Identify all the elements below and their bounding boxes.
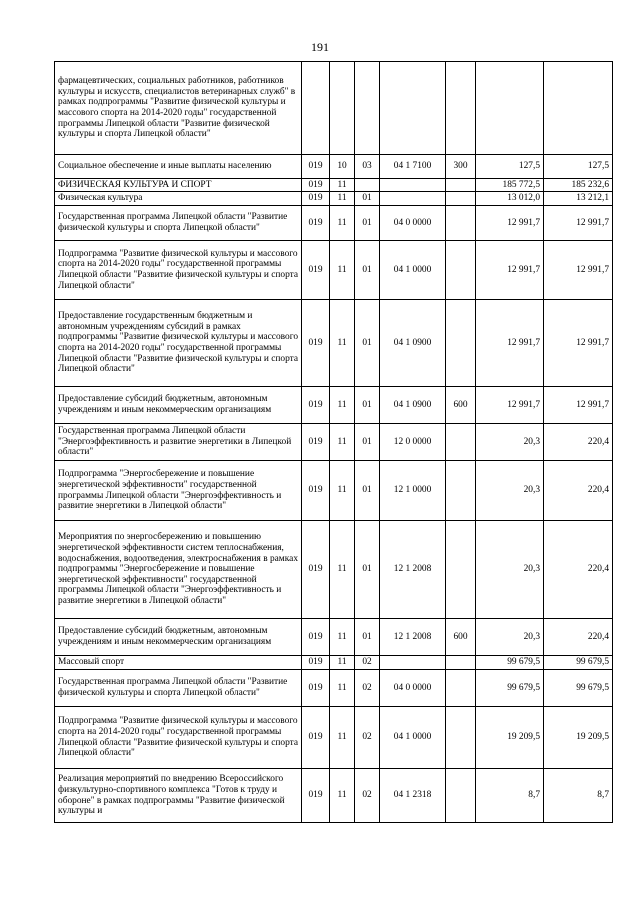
row-target	[380, 62, 446, 155]
row-target: 04 1 7100	[380, 155, 446, 179]
row-section: 11	[330, 656, 355, 670]
row-amount-2: 8,7	[544, 769, 613, 823]
row-name: Социальное обеспечение и иные выплаты населению	[55, 155, 302, 179]
row-target: 12 1 2008	[380, 521, 446, 619]
row-name: фармацевтических, социальных работников, работников культуры и искусств, специалистов ветеринарных служб" в рамках подпрограммы "Развитие физической культуры и массового спорта на 2014-2020 годы" государственной программы Липецкой области "Развитие физической культуры и спорта Липецкой области"	[55, 62, 302, 155]
row-section: 11	[330, 707, 355, 769]
row-section: 11	[330, 179, 355, 192]
table-row	[55, 424, 613, 461]
row-section: 11	[330, 670, 355, 707]
row-expense	[446, 62, 476, 155]
row-amount-2: 99 679,5	[544, 656, 613, 670]
row-name: Государственная программа Липецкой области "Энергоэффективность и развитие энергетики в Липецкой области"	[55, 424, 302, 461]
row-name: Реализация мероприятий по внедрению Всероссийского физкультурно-спортивного комплекса "Готов к труду и обороне" в рамках подпрограммы "Развитие физической культуры и	[55, 769, 302, 823]
row-subsection: 03	[355, 155, 380, 179]
row-section: 11	[330, 769, 355, 823]
table-row	[55, 179, 613, 192]
row-amount-1: 127,5	[476, 155, 544, 179]
row-subsection: 01	[355, 424, 380, 461]
row-expense	[446, 461, 476, 521]
row-name: Государственная программа Липецкой области "Развитие физической культуры и спорта Липецкой области"	[55, 670, 302, 707]
row-target: 04 1 0900	[380, 300, 446, 387]
row-expense	[446, 192, 476, 206]
row-amount-2: 13 212,1	[544, 192, 613, 206]
row-name: Предоставление субсидий бюджетным, автономным учреждениям и иным некоммерческим организациям	[55, 619, 302, 656]
row-ministry: 019	[302, 300, 330, 387]
row-section: 11	[330, 619, 355, 656]
row-subsection: 01	[355, 206, 380, 241]
row-target: 04 1 0000	[380, 241, 446, 300]
row-amount-2: 12 991,7	[544, 387, 613, 424]
table-row	[55, 206, 613, 241]
row-amount-2	[544, 62, 613, 155]
table-row	[55, 300, 613, 387]
row-target	[380, 179, 446, 192]
row-amount-2: 127,5	[544, 155, 613, 179]
row-ministry: 019	[302, 670, 330, 707]
table-row	[55, 241, 613, 300]
row-ministry: 019	[302, 241, 330, 300]
row-amount-2: 220,4	[544, 424, 613, 461]
row-ministry: 019	[302, 769, 330, 823]
row-subsection: 01	[355, 192, 380, 206]
row-section: 11	[330, 206, 355, 241]
row-ministry: 019	[302, 619, 330, 656]
row-subsection: 01	[355, 619, 380, 656]
row-subsection: 01	[355, 521, 380, 619]
row-ministry: 019	[302, 155, 330, 179]
table-row	[55, 155, 613, 179]
row-target: 04 0 0000	[380, 206, 446, 241]
row-target	[380, 656, 446, 670]
row-amount-2: 99 679,5	[544, 670, 613, 707]
row-name: Подпрограмма "Энергосбережение и повышение энергетической эффективности" государственной программы Липецкой области "Энергоэффективность и развитие энергетики в Липецкой области"	[55, 461, 302, 521]
row-expense: 600	[446, 387, 476, 424]
row-expense	[446, 670, 476, 707]
row-ministry: 019	[302, 192, 330, 206]
row-target	[380, 192, 446, 206]
row-ministry: 019	[302, 424, 330, 461]
row-amount-1: 8,7	[476, 769, 544, 823]
row-section: 11	[330, 192, 355, 206]
page-number: 191	[311, 40, 329, 54]
row-name: Массовый спорт	[55, 656, 302, 670]
row-target: 12 1 2008	[380, 619, 446, 656]
row-expense	[446, 656, 476, 670]
row-name: Предоставление государственным бюджетным и автономным учреждениям субсидий в рамках подпрограммы "Развитие физической культуры и массового спорта на 2014-2020 годы" государственной программы Липецкой области "Развитие физической культуры и спорта Липецкой области"	[55, 300, 302, 387]
row-target: 04 1 2318	[380, 769, 446, 823]
row-ministry: 019	[302, 707, 330, 769]
row-subsection: 02	[355, 670, 380, 707]
row-amount-1: 20,3	[476, 619, 544, 656]
row-amount-1: 20,3	[476, 461, 544, 521]
row-ministry: 019	[302, 387, 330, 424]
row-subsection: 01	[355, 387, 380, 424]
row-amount-1: 20,3	[476, 424, 544, 461]
row-section	[330, 62, 355, 155]
row-name: ФИЗИЧЕСКАЯ КУЛЬТУРА И СПОРТ	[55, 179, 302, 192]
table-row	[55, 461, 613, 521]
row-amount-2: 12 991,7	[544, 241, 613, 300]
row-target: 04 1 0900	[380, 387, 446, 424]
row-subsection: 02	[355, 656, 380, 670]
row-amount-1: 20,3	[476, 521, 544, 619]
table-row	[55, 192, 613, 206]
table-row	[55, 619, 613, 656]
row-amount-1: 99 679,5	[476, 656, 544, 670]
row-expense	[446, 206, 476, 241]
row-ministry: 019	[302, 461, 330, 521]
row-amount-1: 19 209,5	[476, 707, 544, 769]
row-expense	[446, 179, 476, 192]
row-ministry: 019	[302, 521, 330, 619]
table-row	[55, 62, 613, 155]
row-subsection: 01	[355, 241, 380, 300]
row-subsection: 01	[355, 300, 380, 387]
row-expense	[446, 769, 476, 823]
table-row	[55, 656, 613, 670]
row-subsection: 01	[355, 461, 380, 521]
row-expense: 300	[446, 155, 476, 179]
row-amount-1: 12 991,7	[476, 206, 544, 241]
row-amount-1: 185 772,5	[476, 179, 544, 192]
row-amount-2: 12 991,7	[544, 300, 613, 387]
row-expense	[446, 300, 476, 387]
row-name: Физическая культура	[55, 192, 302, 206]
row-name: Подпрограмма "Развитие физической культуры и массового спорта на 2014-2020 годы" государственной программы Липецкой области "Развитие физической культуры и спорта Липецкой области"	[55, 241, 302, 300]
row-expense	[446, 241, 476, 300]
row-ministry: 019	[302, 179, 330, 192]
row-expense	[446, 424, 476, 461]
row-amount-2: 19 209,5	[544, 707, 613, 769]
row-section: 11	[330, 424, 355, 461]
row-ministry	[302, 62, 330, 155]
row-target: 12 1 0000	[380, 461, 446, 521]
row-subsection	[355, 179, 380, 192]
row-section: 10	[330, 155, 355, 179]
row-section: 11	[330, 461, 355, 521]
row-expense	[446, 521, 476, 619]
row-subsection: 02	[355, 707, 380, 769]
row-ministry: 019	[302, 206, 330, 241]
row-target: 04 0 0000	[380, 670, 446, 707]
row-amount-1: 12 991,7	[476, 387, 544, 424]
row-amount-2: 12 991,7	[544, 206, 613, 241]
row-amount-1: 99 679,5	[476, 670, 544, 707]
row-subsection	[355, 62, 380, 155]
row-amount-2: 185 232,6	[544, 179, 613, 192]
row-name: Государственная программа Липецкой области "Развитие физической культуры и спорта Липецкой области"	[55, 206, 302, 241]
row-amount-1	[476, 62, 544, 155]
budget-table	[54, 61, 613, 823]
table-row	[55, 521, 613, 619]
row-amount-2: 220,4	[544, 619, 613, 656]
row-section: 11	[330, 300, 355, 387]
row-expense	[446, 707, 476, 769]
row-target: 12 0 0000	[380, 424, 446, 461]
row-amount-1: 12 991,7	[476, 241, 544, 300]
row-section: 11	[330, 521, 355, 619]
row-amount-1: 13 012,0	[476, 192, 544, 206]
row-expense: 600	[446, 619, 476, 656]
row-amount-2: 220,4	[544, 461, 613, 521]
table-row	[55, 769, 613, 823]
table-row	[55, 670, 613, 707]
row-ministry: 019	[302, 656, 330, 670]
row-amount-2: 220,4	[544, 521, 613, 619]
table-row	[55, 387, 613, 424]
row-section: 11	[330, 387, 355, 424]
row-target: 04 1 0000	[380, 707, 446, 769]
row-section: 11	[330, 241, 355, 300]
table-row	[55, 707, 613, 769]
row-amount-1: 12 991,7	[476, 300, 544, 387]
row-name: Мероприятия по энергосбережению и повышению энергетической эффективности систем теплоснабжения, водоснабжения, водоотведения, электроснабжения в рамках подпрограммы "Энергосбережение и повышение энергетической эффективности" государственной программы Липецкой области "Энергоэффективность и развитие энергетики в Липецкой области"	[55, 521, 302, 619]
row-subsection: 02	[355, 769, 380, 823]
row-name: Подпрограмма "Развитие физической культуры и массового спорта на 2014-2020 годы" государственной программы Липецкой области "Развитие физической культуры и спорта Липецкой области"	[55, 707, 302, 769]
row-name: Предоставление субсидий бюджетным, автономным учреждениям и иным некоммерческим организациям	[55, 387, 302, 424]
